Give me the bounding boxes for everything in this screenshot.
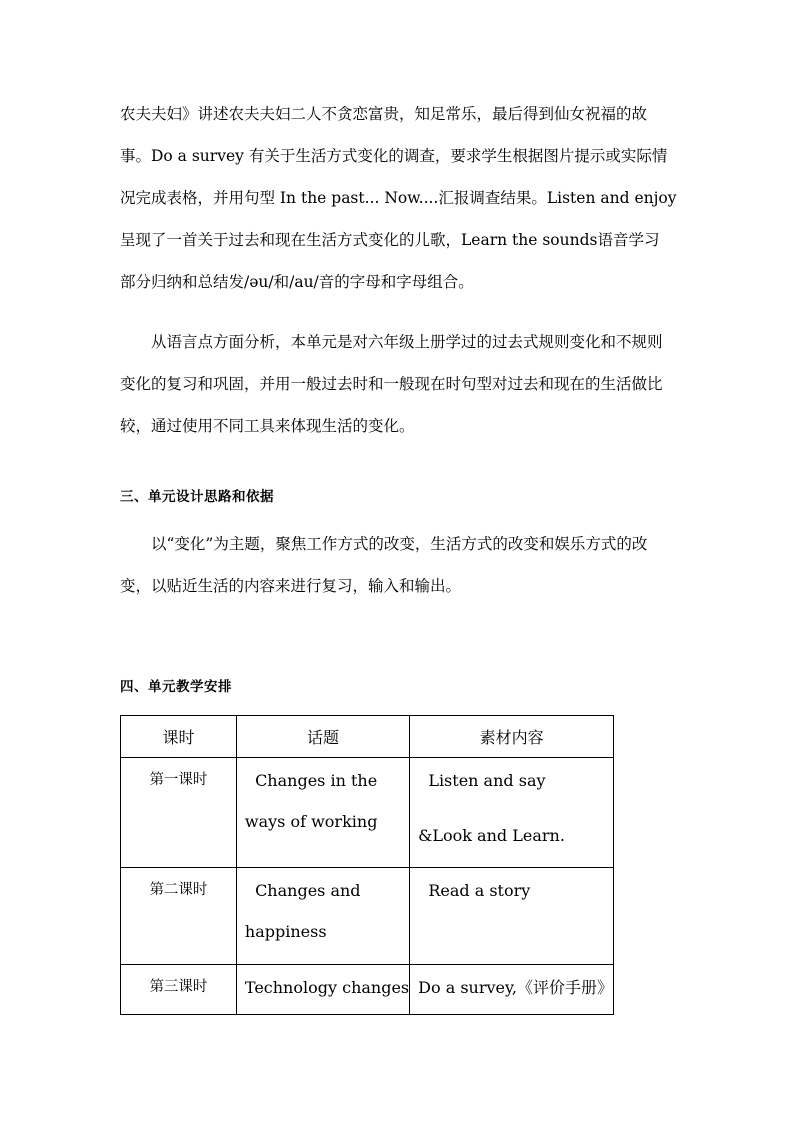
table-row (121, 868, 614, 965)
topic-text (237, 965, 409, 1008)
topic-cell (236, 965, 409, 1015)
material-cell (410, 868, 614, 965)
text-line: 变化的复习和巩固，并用一般过去时和一般现在时句型对过去和现在的生活做比 (120, 375, 663, 393)
text-line: 呈现了一首关于过去和现在生活方式变化的儿歌，Learn the sounds语音学习 (120, 231, 660, 249)
text-line: 农夫夫妇》讲述农夫夫妇二人不贪恋富贵，知足常乐，最后得到仙女祝福的故 (120, 105, 648, 123)
topic-cell (236, 758, 409, 868)
paragraph-story-survey (120, 93, 675, 303)
material-line: Listen and say (418, 771, 546, 790)
text-line: 况完成表格，并用句型 In the past... Now....汇报调查结果。Listen and enjoy (120, 189, 677, 207)
text-line: 从语言点方面分析，本单元是对六年级上册学过的过去式规则变化和不规则 (151, 333, 663, 351)
table-row (121, 758, 614, 868)
header-topic: 话题 (236, 716, 409, 758)
lesson-cell (121, 965, 237, 1015)
lesson-label: 第一课时 (149, 772, 208, 788)
topic-line: Changes in the (244, 771, 378, 790)
topic-line: Changes and (244, 881, 361, 900)
material-line: Read a story (418, 881, 531, 900)
topic-text (237, 758, 409, 842)
material-text (410, 758, 613, 856)
section-heading-schedule: 四、单元教学安排 (120, 679, 232, 695)
text-line: 较，通过使用不同工具来体现生活的变化。 (120, 417, 415, 435)
paragraph-language-analysis (120, 321, 675, 447)
material-cell (410, 965, 614, 1015)
lesson-cell (121, 758, 237, 868)
header-material: 素材内容 (410, 716, 614, 758)
table-row (121, 965, 614, 1015)
schedule-table (120, 715, 614, 1015)
material-text (410, 868, 613, 911)
topic-line: ways of working (244, 812, 378, 831)
topic-cell (236, 868, 409, 965)
text-line: 以“变化”为主题，聚焦工作方式的改变，生活方式的改变和娱乐方式的改 (151, 535, 648, 553)
lesson-label: 第三课时 (149, 979, 208, 995)
paragraph-design-rationale (120, 523, 675, 607)
lesson-label: 第二课时 (149, 882, 208, 898)
text-line: 事。Do a survey 有关于生活方式变化的调查，要求学生根据图片提示或实际情 (120, 147, 668, 165)
material-line: &Look and Learn. (418, 826, 565, 845)
material-cell (410, 758, 614, 868)
material-line: Do a survey,《评价手册》 (418, 978, 613, 997)
lesson-cell (121, 868, 237, 965)
table-header-row (121, 716, 614, 758)
header-lesson: 课时 (121, 716, 237, 758)
topic-line: happiness (244, 922, 327, 941)
text-line: 部分归纳和总结发/əu/和/au/音的字母和字母组合。 (120, 273, 474, 291)
topic-text (237, 868, 409, 952)
section-heading-design: 三、单元设计思路和依据 (120, 489, 274, 505)
topic-line: Technology changes (244, 978, 410, 997)
material-text (410, 965, 613, 1008)
text-line: 变，以贴近生活的内容来进行复习，输入和输出。 (120, 577, 462, 595)
